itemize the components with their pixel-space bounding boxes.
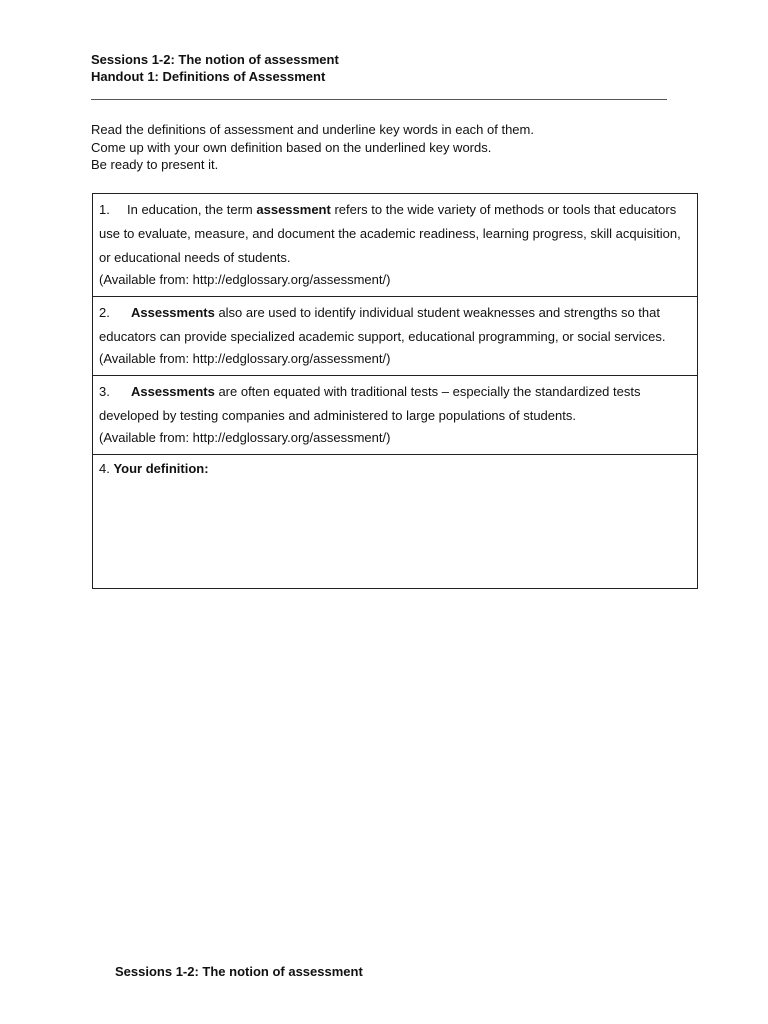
- definition-keyword: Assessments: [131, 305, 215, 320]
- handout-header: [91, 51, 339, 85]
- instruction-line: Read the definitions of assessment and underline key words in each of them.: [91, 122, 534, 137]
- definition-row: [93, 194, 698, 297]
- definition-row: [93, 455, 698, 589]
- instruction-line: Come up with your own definition based on the underlined key words.: [91, 139, 492, 155]
- definitions-table: [92, 193, 698, 589]
- definition-cell: [93, 376, 698, 455]
- instructions: [91, 121, 534, 174]
- definition-lead: In education, the term: [127, 202, 253, 217]
- definition-source: (Available from: http://edglossary.org/assessment/): [99, 351, 391, 366]
- your-definition-cell[interactable]: [93, 455, 698, 589]
- definition-cell: [93, 297, 698, 376]
- definition-source: (Available from: http://edglossary.org/assessment/): [99, 430, 391, 445]
- definition-keyword: Assessments: [131, 384, 215, 399]
- definition-text: are often equated with traditional tests – especially the standardized tests developed by testing companies and administered to large populations of students.: [99, 384, 641, 423]
- definition-number: 1.: [99, 202, 110, 217]
- instruction-line: Be ready to present it.: [91, 157, 219, 172]
- definition-row: [93, 297, 698, 376]
- header-divider: [91, 99, 667, 100]
- session-title: Sessions 1-2: The notion of assessment: [91, 52, 339, 67]
- footer-session-title: Sessions 1-2: The notion of assessment: [115, 964, 363, 979]
- definition-number: 2.: [99, 305, 110, 320]
- definition-source: (Available from: http://edglossary.org/assessment/): [99, 272, 391, 287]
- definition-keyword: assessment: [256, 202, 331, 217]
- definition-row: [93, 376, 698, 455]
- definition-cell: [93, 194, 698, 297]
- definition-text: refers to the wide variety of methods or tools that educators use to evaluate, measure, and document the academic readiness, learning progress, skill acquisition, or educational needs of students.: [99, 202, 681, 265]
- handout-title: Handout 1: Definitions of Assessment: [91, 69, 326, 84]
- definition-number: 3.: [99, 384, 110, 399]
- your-definition-label: Your definition:: [113, 461, 209, 476]
- definition-text: also are used to identify individual student weaknesses and strengths so that educators can provide specialized academic support, educational programming, or social services.: [99, 305, 666, 344]
- definition-number: 4.: [99, 461, 110, 476]
